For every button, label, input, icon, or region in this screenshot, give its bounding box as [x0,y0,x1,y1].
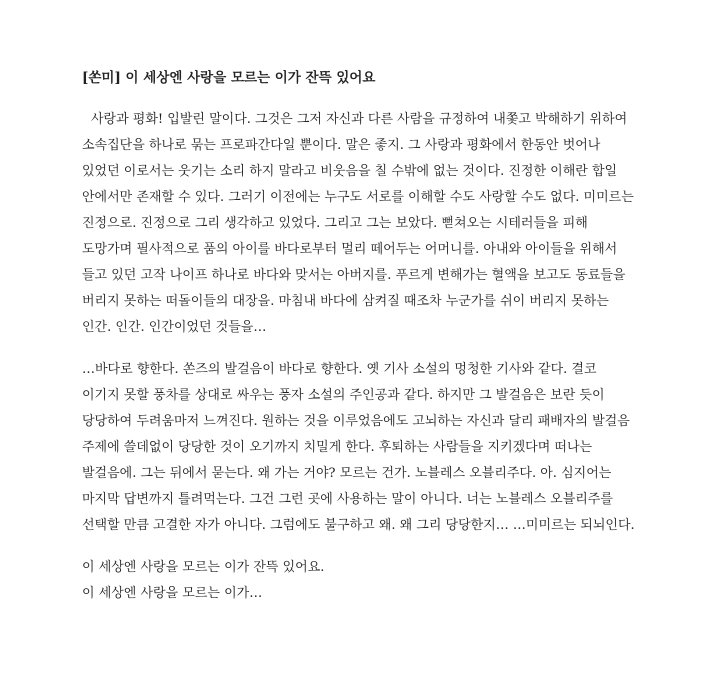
paragraph-line: 들고 있던 고작 나이프 하나로 바다와 맞서는 아버지를. 푸르게 변해가는 혈액을 보고도 동료들을 [82,268,626,283]
paragraph-line: 주제에 쓸데없이 당당한 것이 오기까지 치밀게 한다. 후퇴하는 사람들을 지키겠다며 떠나는 [82,440,593,455]
paragraph-line: 소속집단을 하나로 묶는 프로파간다일 뿐이다. 말은 좋지. 그 사랑과 평화에서 한동안 벗어나 [82,138,601,153]
paragraph-2 [82,357,722,539]
post-title: [쏜미] 이 세상엔 사랑을 모르는 이가 잔뜩 있어요 [82,70,376,86]
paragraph-line: 진정으로. 진정으로 그리 생각하고 있었다. 그리고 그는 보았다. 뻗쳐오는 시테러들을 피해 [82,216,588,231]
paragraph-line: 발걸음에. 그는 뒤에서 묻는다. 왜 가는 거야? 모르는 건가. 노블레스 오블리주다. 아. 심지어는 [82,466,612,481]
paragraph-line: 도망가며 필사적으로 품의 아이를 바다로부터 멀리 떼어두는 어머니를. 아내와 아이들을 위해서 [82,242,618,257]
paragraph-1 [82,107,722,341]
paragraph-line: 당당하여 두려움마저 느껴진다. 원하는 것을 이루었음에도 고뇌하는 자신과 달리 패배자의 발걸음 [82,414,630,429]
paragraph-line: 이 세상엔 사랑을 모르는 이가 잔뜩 있어요. [82,560,325,575]
paragraph-line: 이기지 못할 풍차를 상대로 싸우는 풍자 소설의 주인공과 같다. 하지만 그 발걸음은 보란 듯이 [82,388,605,403]
paragraph-line: 버리지 못하는 떠돌이들의 대장을. 마침내 바다에 삼켜질 때조차 누군가를 쉬이 버리지 못하는 [82,294,609,309]
paragraph-3 [82,555,722,607]
paragraph-line: 마지막 답변까지 틀려먹는다. 그건 그런 곳에 사용하는 말이 아니다. 너는 노블레스 오블리주를 [82,492,613,507]
paragraph-line: 선택할 만큼 고결한 자가 아니다. 그럼에도 불구하고 왜. 왜 그리 당당한지… …미미르는 되뇌인다. [82,518,635,533]
paragraph-line: …바다로 향한다. 쏜즈의 발걸음이 바다로 향한다. 옛 기사 소설의 멍청한 기사와 같다. 결코 [82,362,597,377]
paragraph-line: 인간. 인간. 인간이었던 것들을… [82,320,267,335]
document [82,64,722,607]
paragraph-line: 안에서만 존재할 수 있다. 그러기 이전에는 누구도 서로를 이해할 수도 사랑할 수도 없다. 미미르는 [82,190,634,205]
paragraph-line: 사랑과 평화! 입발린 말이다. 그것은 그저 자신과 다른 사람을 규정하여 내쫓고 박해하기 위하여 [91,112,628,127]
paragraph-line: 이 세상엔 사랑을 모르는 이가… [82,586,263,601]
paragraph-line: 있었던 이로서는 웃기는 소리 하지 말라고 비웃음을 칠 수밖에 없는 것이다. 진정한 이해란 합일 [82,164,618,179]
